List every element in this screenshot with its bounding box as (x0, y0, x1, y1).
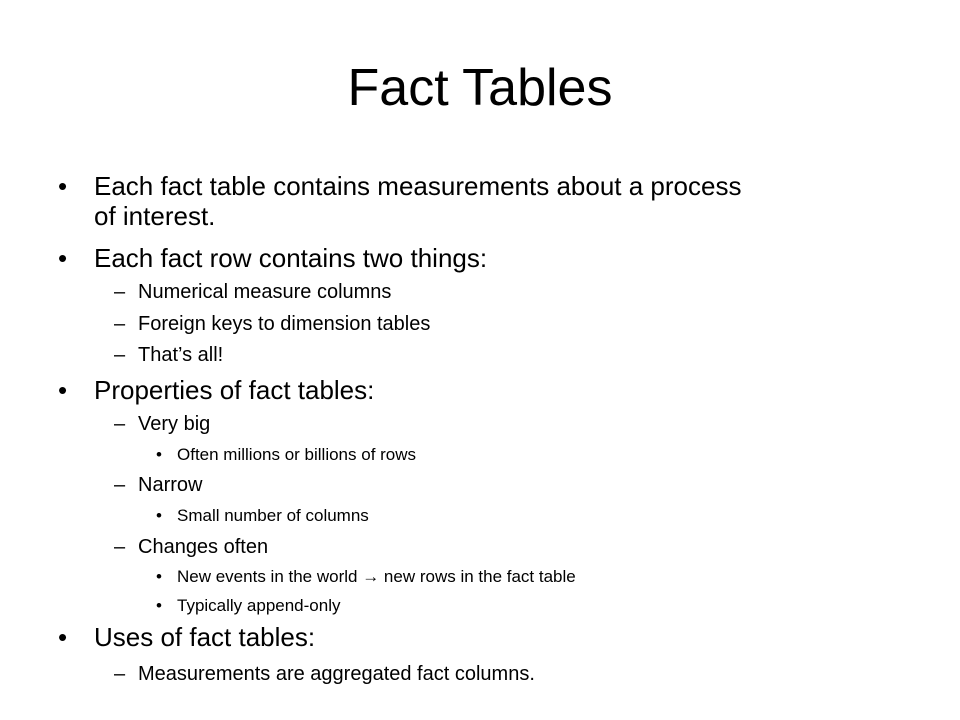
dash-marker: – (114, 474, 126, 496)
dash-marker: – (114, 663, 126, 685)
bullet-marker: • (58, 622, 68, 652)
dash-marker: – (114, 536, 126, 558)
small-bullet-marker: • (156, 567, 162, 586)
bullet-marker: • (58, 243, 68, 273)
sub-bullet-text: Narrow (138, 474, 203, 496)
bullet-text: Properties of fact tables: (94, 375, 375, 405)
sub-sub-bullet-text: Often millions or billions of rows (177, 445, 417, 464)
small-bullet-marker: • (156, 596, 162, 615)
sub-sub-bullet-text: New events in the world → new rows in the fact table (177, 567, 576, 586)
sub-bullet-text: That’s all! (138, 344, 224, 366)
sub-bullet-text: Numerical measure columns (138, 281, 392, 303)
dash-marker: – (114, 281, 126, 303)
sub-sub-bullet-text: Typically append-only (177, 596, 341, 615)
dash-marker: – (114, 313, 126, 335)
sub-bullet-text: Measurements are aggregated fact columns. (138, 663, 535, 685)
slide-title: Fact Tables (347, 59, 613, 117)
bullet-text: Uses of fact tables: (94, 622, 316, 652)
dash-marker: – (114, 344, 126, 366)
bullet-text: Each fact table contains measurements about a process (94, 171, 742, 201)
small-bullet-marker: • (156, 445, 162, 464)
small-bullet-marker: • (156, 506, 162, 525)
bullet-text: Each fact row contains two things: (94, 243, 488, 273)
bullet-marker: • (58, 375, 68, 405)
dash-marker: – (114, 413, 126, 435)
bullet-text: of interest. (94, 201, 216, 231)
sub-bullet-text: Changes often (138, 536, 269, 558)
sub-bullet-text: Very big (138, 413, 211, 435)
bullet-marker: • (58, 171, 68, 201)
sub-bullet-text: Foreign keys to dimension tables (138, 313, 431, 335)
sub-sub-bullet-text: Small number of columns (177, 506, 369, 525)
